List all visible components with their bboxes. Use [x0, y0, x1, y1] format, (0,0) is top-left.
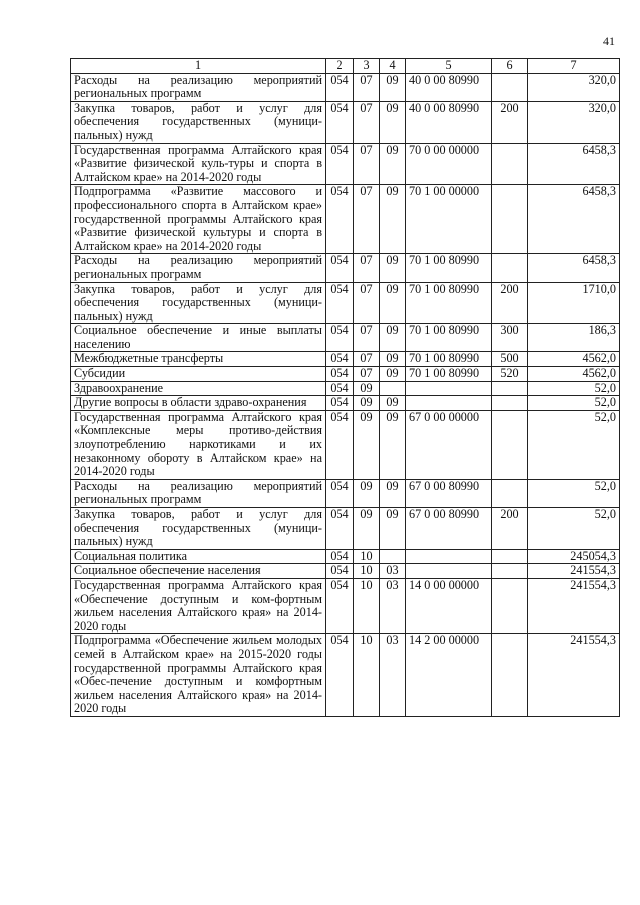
vedomstvo-code-cell: 054	[326, 282, 354, 324]
section-code-cell: 07	[354, 352, 380, 367]
row-name-cell: Социальная политика	[71, 549, 326, 564]
target-article-cell: 70 1 00 00000	[406, 185, 492, 254]
row-name-cell: Расходы на реализацию мероприятий региональных программ	[71, 73, 326, 101]
vedomstvo-code-cell: 054	[326, 352, 354, 367]
table-row	[71, 367, 620, 382]
row-name-cell: Расходы на реализацию мероприятий региональных программ	[71, 254, 326, 282]
subsection-code-cell: 09	[380, 352, 406, 367]
expense-type-cell	[492, 410, 528, 479]
subsection-code-cell: 09	[380, 282, 406, 324]
subsection-code-cell: 09	[380, 508, 406, 550]
amount-cell: 186,3	[528, 324, 620, 352]
expense-type-cell: 200	[492, 282, 528, 324]
vedomstvo-code-cell: 054	[326, 508, 354, 550]
section-code-cell: 10	[354, 634, 380, 717]
expense-type-cell	[492, 479, 528, 507]
row-name-cell: Государственная программа Алтайского края «Обеспечение доступным и ком-фортным жильем населения Алтайского края» на 2014-2020 годы	[71, 578, 326, 633]
vedomstvo-code-cell: 054	[326, 578, 354, 633]
target-article-cell: 70 1 00 80990	[406, 367, 492, 382]
section-code-cell: 10	[354, 564, 380, 579]
section-code-cell: 07	[354, 254, 380, 282]
amount-cell: 320,0	[528, 101, 620, 143]
expense-type-cell: 520	[492, 367, 528, 382]
row-name-cell: Субсидии	[71, 367, 326, 382]
table-row	[71, 185, 620, 254]
section-code-cell: 09	[354, 381, 380, 396]
vedomstvo-code-cell: 054	[326, 564, 354, 579]
section-code-cell: 09	[354, 479, 380, 507]
target-article-cell: 14 2 00 00000	[406, 634, 492, 717]
table-row	[71, 634, 620, 717]
vedomstvo-code-cell: 054	[326, 367, 354, 382]
amount-cell: 52,0	[528, 410, 620, 479]
table-row	[71, 396, 620, 411]
vedomstvo-code-cell: 054	[326, 101, 354, 143]
target-article-cell: 67 0 00 80990	[406, 479, 492, 507]
subsection-code-cell: 03	[380, 578, 406, 633]
amount-cell: 6458,3	[528, 185, 620, 254]
target-article-cell: 40 0 00 80990	[406, 73, 492, 101]
target-article-cell: 70 1 00 80990	[406, 254, 492, 282]
amount-cell: 241554,3	[528, 578, 620, 633]
table-row	[71, 282, 620, 324]
amount-cell: 52,0	[528, 479, 620, 507]
target-article-cell	[406, 396, 492, 411]
amount-cell: 4562,0	[528, 352, 620, 367]
target-article-cell: 70 1 00 80990	[406, 324, 492, 352]
table-row	[71, 143, 620, 185]
expense-type-cell	[492, 143, 528, 185]
amount-cell: 6458,3	[528, 254, 620, 282]
amount-cell: 52,0	[528, 396, 620, 411]
target-article-cell: 70 1 00 80990	[406, 352, 492, 367]
row-name-cell: Закупка товаров, работ и услуг для обеспечения государственных (муници-пальных) нужд	[71, 101, 326, 143]
target-article-cell	[406, 564, 492, 579]
table-row	[71, 479, 620, 507]
column-header: 4	[380, 59, 406, 74]
expense-type-cell	[492, 564, 528, 579]
row-name-cell: Другие вопросы в области здраво-охранения	[71, 396, 326, 411]
target-article-cell: 67 0 00 00000	[406, 410, 492, 479]
subsection-code-cell: 03	[380, 564, 406, 579]
target-article-cell: 14 0 00 00000	[406, 578, 492, 633]
expense-type-cell	[492, 396, 528, 411]
target-article-cell: 70 1 00 80990	[406, 282, 492, 324]
section-code-cell: 10	[354, 549, 380, 564]
target-article-cell	[406, 549, 492, 564]
expense-type-cell	[492, 254, 528, 282]
budget-table	[70, 58, 620, 717]
expense-type-cell	[492, 549, 528, 564]
row-name-cell: Подпрограмма «Развитие массового и профессионального спорта в Алтайском крае» государственной программы Алтайского края «Развитие физической культуры и спорта в Алтайском крае» на 2014-2020 годы	[71, 185, 326, 254]
vedomstvo-code-cell: 054	[326, 73, 354, 101]
row-name-cell: Расходы на реализацию мероприятий региональных программ	[71, 479, 326, 507]
table-row	[71, 564, 620, 579]
target-article-cell: 40 0 00 80990	[406, 101, 492, 143]
row-name-cell: Подпрограмма «Обеспечение жильем молодых семей в Алтайском крае» на 2015-2020 годы государственной программы Алтайского края «Обес-печение доступным и комфортным жильем населения Алтайского края» на 2014-2020 годы	[71, 634, 326, 717]
section-code-cell: 10	[354, 578, 380, 633]
section-code-cell: 07	[354, 73, 380, 101]
amount-cell: 6458,3	[528, 143, 620, 185]
vedomstvo-code-cell: 054	[326, 479, 354, 507]
table-row	[71, 508, 620, 550]
row-name-cell: Здравоохранение	[71, 381, 326, 396]
column-header: 3	[354, 59, 380, 74]
table-row	[71, 549, 620, 564]
expense-type-cell	[492, 73, 528, 101]
column-header: 1	[71, 59, 326, 74]
subsection-code-cell: 09	[380, 254, 406, 282]
vedomstvo-code-cell: 054	[326, 396, 354, 411]
subsection-code-cell: 09	[380, 73, 406, 101]
column-header: 2	[326, 59, 354, 74]
vedomstvo-code-cell: 054	[326, 549, 354, 564]
amount-cell: 245054,3	[528, 549, 620, 564]
column-number-row	[71, 59, 620, 74]
section-code-cell: 09	[354, 508, 380, 550]
subsection-code-cell: 09	[380, 396, 406, 411]
amount-cell: 320,0	[528, 73, 620, 101]
row-name-cell: Межбюджетные трансферты	[71, 352, 326, 367]
subsection-code-cell: 09	[380, 367, 406, 382]
row-name-cell: Социальное обеспечение населения	[71, 564, 326, 579]
section-code-cell: 07	[354, 282, 380, 324]
expense-type-cell	[492, 381, 528, 396]
target-article-cell	[406, 381, 492, 396]
vedomstvo-code-cell: 054	[326, 410, 354, 479]
target-article-cell: 70 0 00 00000	[406, 143, 492, 185]
target-article-cell: 67 0 00 80990	[406, 508, 492, 550]
subsection-code-cell: 09	[380, 185, 406, 254]
expense-type-cell	[492, 634, 528, 717]
row-name-cell: Социальное обеспечение и иные выплаты населению	[71, 324, 326, 352]
table-row	[71, 352, 620, 367]
table-row	[71, 410, 620, 479]
subsection-code-cell: 09	[380, 101, 406, 143]
table-body	[71, 73, 620, 716]
amount-cell: 52,0	[528, 508, 620, 550]
table-row	[71, 254, 620, 282]
row-name-cell: Закупка товаров, работ и услуг для обеспечения государственных (муници-пальных) нужд	[71, 508, 326, 550]
vedomstvo-code-cell: 054	[326, 634, 354, 717]
subsection-code-cell: 09	[380, 324, 406, 352]
vedomstvo-code-cell: 054	[326, 254, 354, 282]
table-row	[71, 324, 620, 352]
expense-type-cell: 500	[492, 352, 528, 367]
amount-cell: 4562,0	[528, 367, 620, 382]
subsection-code-cell	[380, 381, 406, 396]
vedomstvo-code-cell: 054	[326, 185, 354, 254]
column-header: 6	[492, 59, 528, 74]
amount-cell: 241554,3	[528, 634, 620, 717]
page-number: 41	[603, 34, 615, 48]
column-header: 5	[406, 59, 492, 74]
table-row	[71, 578, 620, 633]
section-code-cell: 07	[354, 185, 380, 254]
subsection-code-cell: 09	[380, 410, 406, 479]
table-row	[71, 101, 620, 143]
expense-type-cell	[492, 185, 528, 254]
expense-type-cell	[492, 578, 528, 633]
row-name-cell: Государственная программа Алтайского края «Развитие физической куль-туры и спорта в Алтайском крае» на 2014-2020 годы	[71, 143, 326, 185]
section-code-cell: 07	[354, 367, 380, 382]
row-name-cell: Закупка товаров, работ и услуг для обеспечения государственных (муници-пальных) нужд	[71, 282, 326, 324]
row-name-cell: Государственная программа Алтайского края «Комплексные меры противо-действия злоупотреблению наркотиками и их незаконному обороту в Алтайском крае» на 2014-2020 годы	[71, 410, 326, 479]
subsection-code-cell: 03	[380, 634, 406, 717]
section-code-cell: 07	[354, 324, 380, 352]
amount-cell: 1710,0	[528, 282, 620, 324]
table-row	[71, 73, 620, 101]
section-code-cell: 09	[354, 396, 380, 411]
amount-cell: 241554,3	[528, 564, 620, 579]
section-code-cell: 07	[354, 101, 380, 143]
section-code-cell: 07	[354, 143, 380, 185]
table-row	[71, 381, 620, 396]
subsection-code-cell: 09	[380, 479, 406, 507]
vedomstvo-code-cell: 054	[326, 324, 354, 352]
vedomstvo-code-cell: 054	[326, 143, 354, 185]
column-header: 7	[528, 59, 620, 74]
subsection-code-cell	[380, 549, 406, 564]
expense-type-cell: 300	[492, 324, 528, 352]
expense-type-cell: 200	[492, 508, 528, 550]
expense-type-cell: 200	[492, 101, 528, 143]
section-code-cell: 09	[354, 410, 380, 479]
subsection-code-cell: 09	[380, 143, 406, 185]
amount-cell: 52,0	[528, 381, 620, 396]
vedomstvo-code-cell: 054	[326, 381, 354, 396]
